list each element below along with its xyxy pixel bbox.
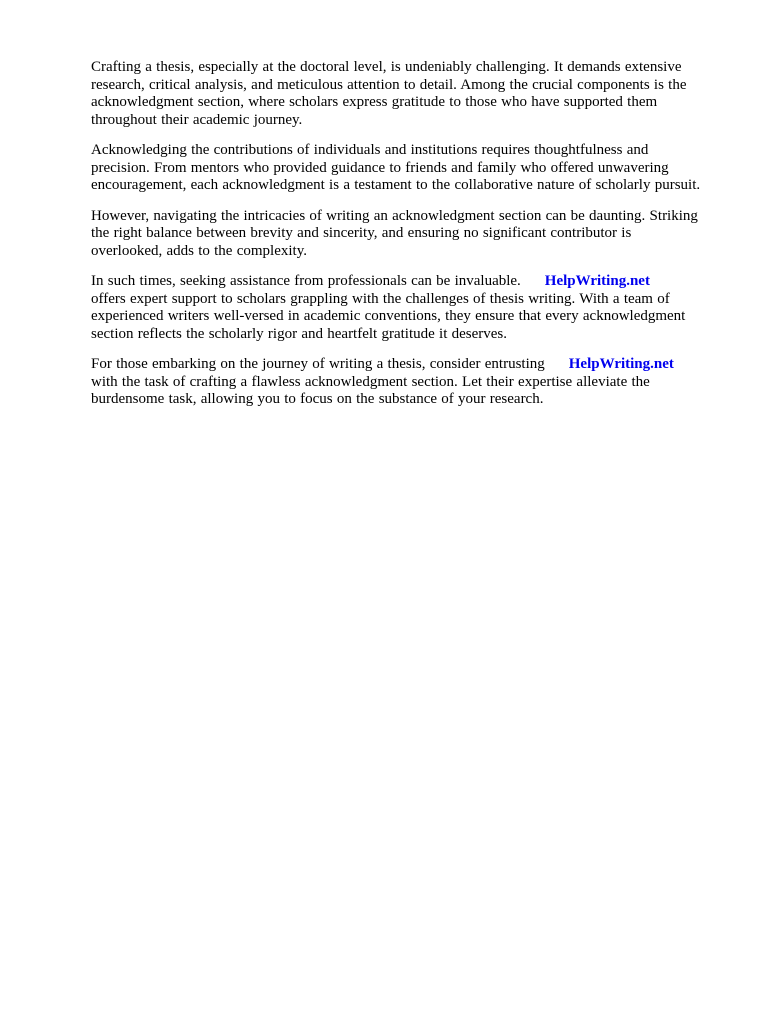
paragraph-line: the right balance between brevity and sincerity, and ensuring no significant contributor is — [91, 225, 632, 241]
paragraph-lead-text: In such times, seeking assistance from professionals can be invaluable. — [91, 273, 521, 289]
paragraph-closing — [91, 356, 721, 409]
paragraph-line: Crafting a thesis, especially at the doctoral level, is undeniably challenging. It demands extensive — [91, 59, 682, 75]
paragraph-acknowledging — [91, 142, 721, 195]
paragraph-line: throughout their academic journey. — [91, 111, 303, 128]
paragraph-line: experienced writers well-versed in academic conventions, they ensure that every acknowledgment — [91, 308, 686, 324]
paragraph-line: acknowledgment section, where scholars express gratitude to those who have supported them — [91, 94, 658, 110]
document-page — [91, 59, 721, 422]
paragraph-first-line — [91, 356, 721, 374]
paragraph-lead-text: For those embarking on the journey of writing a thesis, consider entrusting — [91, 356, 545, 372]
paragraph-line: precision. From mentors who provided guidance to friends and family who offered unwavering — [91, 159, 669, 176]
paragraph-first-line — [91, 273, 721, 291]
paragraph-line: overlooked, adds to the complexity. — [91, 242, 307, 259]
paragraph-line: with the task of crafting a flawless acknowledgment section. Let their expertise alleviate the — [91, 373, 650, 390]
paragraph-however — [91, 208, 721, 261]
helpwriting-link[interactable]: HelpWriting.net — [544, 273, 650, 289]
helpwriting-link[interactable]: HelpWriting.net — [568, 356, 674, 372]
paragraph-intro — [91, 59, 721, 129]
paragraph-line: encouragement, each acknowledgment is a testament to the collaborative nature of scholarly pursuit. — [91, 177, 701, 193]
paragraph-line: burdensome task, allowing you to focus on the substance of your research. — [91, 391, 544, 407]
paragraph-line: offers expert support to scholars grappling with the challenges of thesis writing. With a team of — [91, 290, 670, 307]
paragraph-line: Acknowledging the contributions of individuals and institutions requires thoughtfulness and — [91, 142, 649, 158]
paragraph-assistance — [91, 273, 721, 343]
paragraph-line: research, critical analysis, and meticulous attention to detail. Among the crucial components is the — [91, 76, 687, 93]
paragraph-line: section reflects the scholarly rigor and heartfelt gratitude it deserves. — [91, 325, 508, 342]
paragraph-line: However, navigating the intricacies of writing an acknowledgment section can be daunting. Striking — [91, 207, 698, 224]
